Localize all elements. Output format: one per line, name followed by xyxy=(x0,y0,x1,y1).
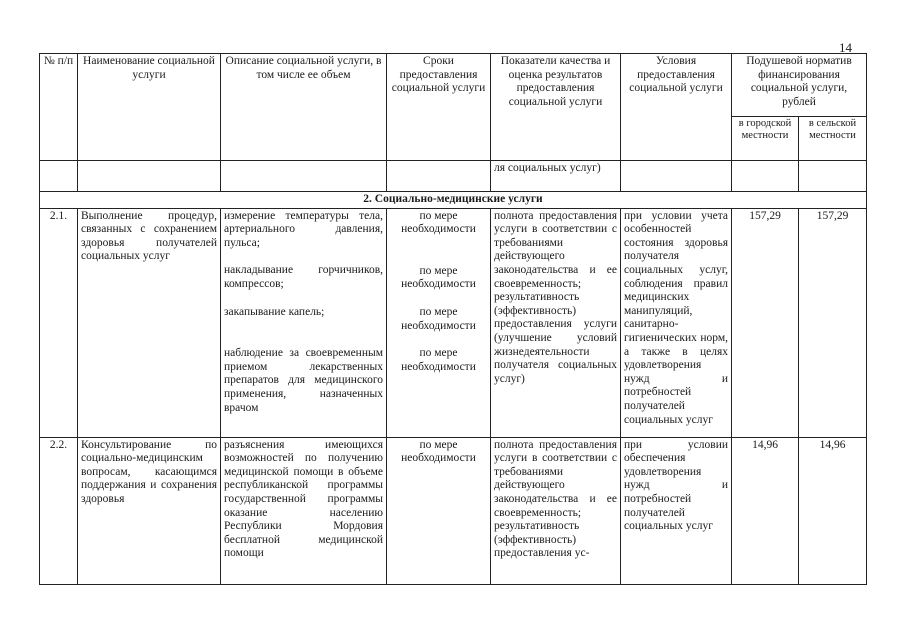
service-num: 2.2. xyxy=(40,437,78,584)
norm-rural: 157,29 xyxy=(799,208,867,437)
service-num: 2.1. xyxy=(40,208,78,437)
header-row xyxy=(40,54,867,117)
header-rural: в сельской местности xyxy=(799,117,867,161)
description-item: закапывание капель; xyxy=(224,305,325,318)
carry-over-text: ля социальных услуг) xyxy=(491,161,621,192)
service-terms: по мере необходимости xyxy=(387,437,491,584)
term-item: по мере необходимости xyxy=(401,264,476,291)
carry-over-row xyxy=(40,161,867,192)
header-name: Наименование социальной услуги xyxy=(78,54,221,161)
services-table xyxy=(39,53,867,585)
header-description: Описание социальной услуги, в том числе ее объем xyxy=(221,54,387,161)
header-norm: Подушевой норматив финансирования социальной услуги, рублей xyxy=(732,54,867,117)
header-urban: в городской местности xyxy=(732,117,799,161)
service-conditions: при условии обеспечения удовлетворения нужд и потребностей получателей социальных услуг xyxy=(621,437,732,584)
norm-rural: 14,96 xyxy=(799,437,867,584)
term-item: по мере необходимости xyxy=(401,209,476,236)
term-item: по мере необходимости xyxy=(401,305,476,332)
header-quality: Показатели качества и оценка результатов предоставления социальной услуги xyxy=(491,54,621,161)
service-description xyxy=(221,208,387,437)
section-row xyxy=(40,192,867,209)
service-quality: полнота предоставления услуги в соответствии с требованиями действующего законодательства и ее своевременность; результативность (эффективность) предоставления услуги (улучшение условий жизнедеятельности получателя социальных услуг) xyxy=(491,208,621,437)
description-item: измерение температуры тела, артериального давления, пульса; xyxy=(224,209,383,249)
term-item: по мере необходимости xyxy=(401,347,476,373)
header-num: № п/п xyxy=(40,54,78,161)
service-row-2-2 xyxy=(40,437,867,584)
service-name: Выполнение процедур, связанных с сохранением здоровья получателей социальных услуг xyxy=(78,208,221,437)
service-conditions: при условии учета особенностей состояния здоровья получателя социальных услуг, соблюдения правил медицинских манипуляций, санитарно-гигиенических норм, а также в целях удовлетворения нужд и потребностей получателей социальных услуг xyxy=(621,208,732,437)
description-item: накладывание горчичников, компрессов; xyxy=(224,264,383,290)
service-row-2-1 xyxy=(40,208,867,437)
service-terms xyxy=(387,208,491,437)
header-terms: Сроки предоставления социальной услуги xyxy=(387,54,491,161)
page-number: 14 xyxy=(839,40,852,55)
description-item: наблюдение за своевременным приемом лекарственных препаратов для медицинского применения, назначенных врачом xyxy=(224,347,383,414)
header-conditions: Условия предоставления социальной услуги xyxy=(621,54,732,161)
service-name: Консультирование по социально-медицинским вопросам, касающимся поддержания и сохранения здоровья xyxy=(78,437,221,584)
section-title: 2. Социально-медицинские услуги xyxy=(40,192,867,209)
norm-urban: 157,29 xyxy=(732,208,799,437)
service-quality: полнота предоставления услуги в соответствии с требованиями действующего законодательства и ее своевременность; результативность (эффективность) предоставления ус- xyxy=(491,437,621,584)
norm-urban: 14,96 xyxy=(732,437,799,584)
service-description: разъяснения имеющихся возможностей по получению медицинской помощи в объеме республиканской программы государственной программы оказание населению Республики Мордовия бесплатной медицинской помощи xyxy=(221,437,387,584)
